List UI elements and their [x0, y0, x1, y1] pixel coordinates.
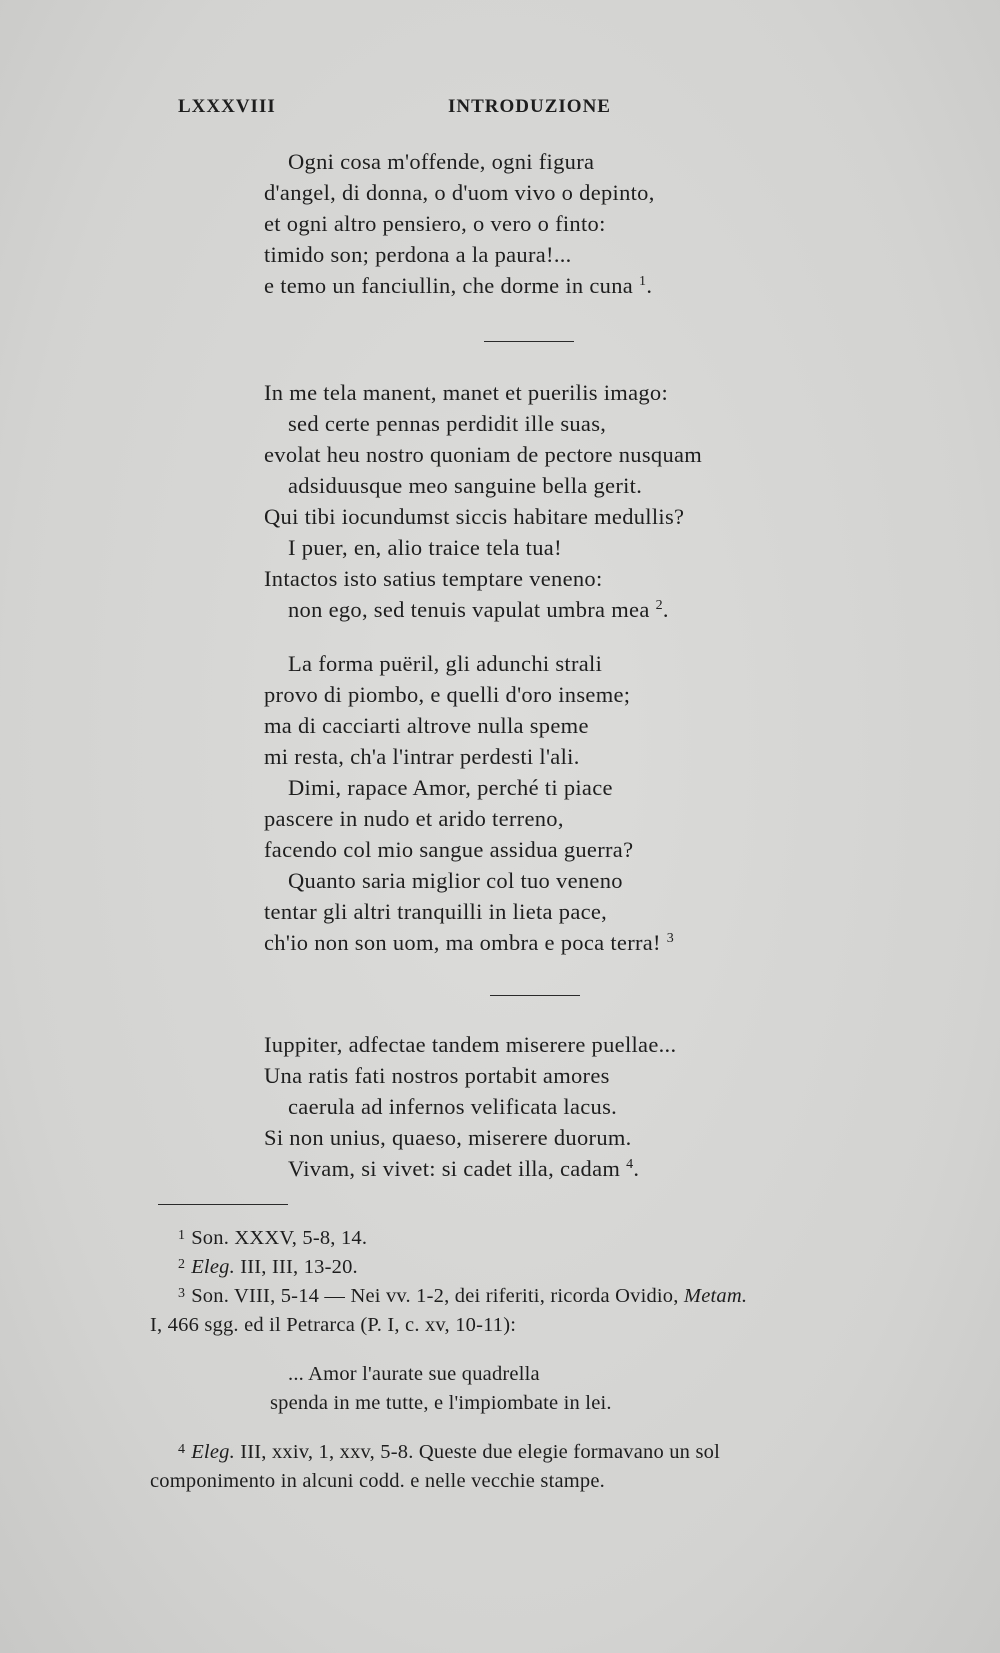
verse-line: Quanto saria miglior col tuo veneno: [288, 868, 623, 893]
footnote-2: $^2$ Eleg. III, III, 13-20.: [178, 1256, 358, 1278]
footnote-4: $^4$ Eleg. III, xxiv, 1, xxv, 5-8. Queste due elegie formavano un sol: [178, 1441, 720, 1463]
verse-line: Vivam, si vivet: si cadet illa, cadam $^4$.: [288, 1156, 640, 1181]
footnote-1: $^1$ Son. XXXV, 5-8, 14.: [178, 1227, 368, 1249]
page-number: LXXXVIII: [178, 96, 276, 117]
footnote-ref: 3: [666, 931, 675, 946]
verse-line: et ogni altro pensiero, o vero o finto:: [264, 211, 606, 236]
footnote-3: $^3$ Son. VIII, 5-14 — Nei vv. 1-2, dei riferiti, ricorda Ovidio, Metam.: [178, 1285, 748, 1307]
footnote-ref: 1: [639, 274, 647, 289]
verse-line: Iuppiter, adfectae tandem miserere puellae...: [264, 1032, 677, 1057]
verse-line: ch'io non son uom, ma ombra e poca terra! $^3$: [264, 930, 675, 955]
verse-line: timido son; perdona a la paura!...: [264, 242, 572, 267]
verse-line: Ogni cosa m'offende, ogni figura: [288, 149, 595, 174]
verse-line: adsiduusque meo sanguine bella gerit.: [288, 473, 643, 498]
verse-line: In me tela manent, manet et puerilis imago:: [264, 380, 669, 405]
verse-line: provo di piombo, e quelli d'oro inseme;: [264, 682, 631, 707]
footnote-3-cont: I, 466 sgg. ed il Petrarca (P. I, c. xv, 10-11):: [150, 1314, 517, 1336]
verse-line: Si non unius, quaeso, miserere duorum.: [264, 1125, 632, 1150]
footnote-4-cont: componimento in alcuni codd. e nelle vecchie stampe.: [150, 1470, 605, 1492]
footnote-3-quote: ... Amor l'aurate sue quadrella: [288, 1363, 540, 1385]
verse-line: d'angel, di donna, o d'uom vivo o depinto,: [264, 180, 655, 205]
verse-line: Dimi, rapace Amor, perché ti piace: [288, 775, 613, 800]
verse-line: Intactos isto satius temptare veneno:: [264, 566, 603, 591]
verse-line: ma di cacciarti altrove nulla speme: [264, 713, 589, 738]
verse-line: e temo un fanciullin, che dorme in cuna $^1$.: [264, 273, 653, 298]
verse-line: facendo col mio sangue assidua guerra?: [264, 837, 634, 862]
running-title: INTRODUZIONE: [448, 96, 611, 117]
verse-line: tentar gli altri tranquilli in lieta pace,: [264, 899, 608, 924]
footnote-rule: [158, 1204, 288, 1205]
section-rule: [484, 341, 574, 342]
verse-line: sed certe pennas perdidit ille suas,: [288, 411, 607, 436]
verse-line: Qui tibi iocundumst siccis habitare medullis?: [264, 504, 685, 529]
page-header: [178, 96, 878, 126]
verse-line: pascere in nudo et arido terreno,: [264, 806, 564, 831]
footnote-ref: 2: [655, 598, 663, 613]
verse-line: caerula ad infernos velificata lacus.: [288, 1094, 618, 1119]
section-rule: [490, 995, 580, 996]
verse-line: I puer, en, alio traice tela tua!: [288, 535, 562, 560]
verse-line: mi resta, ch'a l'intrar perdesti l'ali.: [264, 744, 580, 769]
verse-line: La forma puëril, gli adunchi strali: [288, 651, 603, 676]
footnote-3-quote: spenda in me tutte, e l'impiombate in lei.: [270, 1392, 612, 1414]
verse-line: non ego, sed tenuis vapulat umbra mea $^2$.: [288, 597, 669, 622]
verse-line: evolat heu nostro quoniam de pectore nusquam: [264, 442, 703, 467]
footnote-ref: 4: [626, 1157, 634, 1172]
verse-line: Una ratis fati nostros portabit amores: [264, 1063, 610, 1088]
